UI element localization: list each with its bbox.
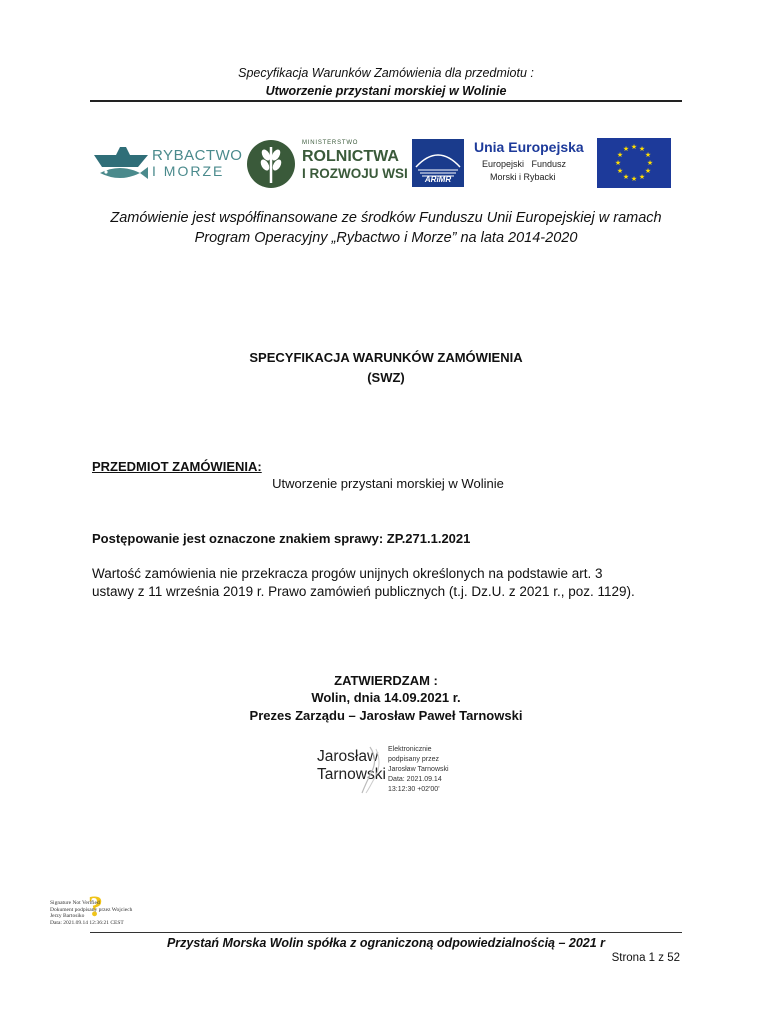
- rybactwo-logo: [92, 139, 243, 187]
- eu-flag-icon: [597, 138, 671, 188]
- svg-text:★: ★: [622, 145, 630, 153]
- ministerstwo-logo: [246, 137, 408, 191]
- rybactwo-line2: I MORZE: [152, 163, 225, 179]
- svg-text:★: ★: [616, 167, 624, 175]
- svg-text:★: ★: [644, 151, 652, 159]
- ue-title: Unia Europejska: [474, 139, 584, 155]
- e-signature-meta-3: Jarosław Tarnowski: [388, 766, 449, 773]
- header-line-1: Specyfikacja Warunków Zamówienia dla przedmiotu :: [238, 66, 534, 80]
- unverified-signature: [50, 900, 132, 926]
- document-title: SPECYFIKACJA WARUNKÓW ZAMÓWIENIA: [249, 350, 523, 365]
- ue-line1: Europejski Fundusz: [482, 159, 567, 169]
- e-signature-meta: [388, 745, 449, 795]
- ministerstwo-small: MINISTERSTWO: [302, 140, 359, 146]
- subject-value: Utworzenie przystani morskiej w Wolinie: [272, 476, 504, 491]
- cofinancing-note: [90, 208, 682, 248]
- value-statement-line-1: Wartość zamówienia nie przekracza progów unijnych określonych na podstawie art. 3: [92, 566, 603, 581]
- unverified-line-2: Dokument podpisany przez Wojciech: [50, 906, 133, 913]
- header-line-2: Utworzenie przystani morskiej w Wolinie: [265, 84, 507, 98]
- value-statement-line-2: ustawy z 11 września 2019 r. Prawo zamówień publicznych (t.j. Dz.U. z 2021 r., poz. 1129).: [92, 584, 635, 599]
- ue-line2: Morski i Rybacki: [490, 172, 556, 182]
- arimr-label: ARiMR: [424, 175, 452, 184]
- page-number: Strona 1 z 52: [611, 952, 680, 964]
- svg-text:★: ★: [622, 173, 630, 181]
- document-title-abbr: (SWZ): [367, 370, 405, 385]
- footer-text: Przystań Morska Wolin spółka z ograniczoną odpowiedzialnością – 2021 r: [166, 936, 606, 950]
- e-signature-name-1: Jarosław: [317, 748, 379, 765]
- signature-mark-icon: [356, 745, 386, 795]
- e-signature-meta-1: Elektronicznie: [388, 746, 432, 753]
- fish-boat-icon: [92, 141, 150, 185]
- svg-text:★: ★: [644, 167, 652, 175]
- rybactwo-line1: RYBACTWO: [152, 147, 243, 164]
- svg-text:★: ★: [630, 175, 638, 183]
- approval-signatory: Prezes Zarządu – Jarosław Paweł Tarnowski: [249, 708, 523, 723]
- cofinancing-line-1: Zamówienie jest współfinansowane ze środków Funduszu Unii Europejskiej w ramach: [110, 210, 662, 226]
- svg-text:★: ★: [646, 159, 654, 167]
- logos-strip: [92, 137, 672, 191]
- unverified-question-icon: ?: [88, 890, 103, 923]
- ministerstwo-line2: I ROZWOJU WSI: [302, 166, 408, 181]
- approval-place-date: Wolin, dnia 14.09.2021 r.: [311, 690, 461, 705]
- e-signature-meta-5: 13:12:30 +02'00': [388, 786, 440, 793]
- header-rule: [90, 100, 682, 102]
- e-signature-meta-2: podpisany przez: [388, 756, 439, 763]
- unverified-line-4: Data: 2021.09.14 12:36:21 CEST: [50, 919, 124, 926]
- svg-text:★: ★: [638, 145, 646, 153]
- e-signature-name-2: Tarnowski: [317, 766, 386, 783]
- svg-text:★: ★: [630, 143, 638, 151]
- unverified-line-1: Signature Not Verified: [50, 900, 100, 906]
- approval-heading: ZATWIERDZAM :: [334, 673, 438, 688]
- unverified-line-3: Jerzy Bartosiko: [50, 913, 85, 919]
- footer-rule: [90, 932, 682, 933]
- arimr-logo: [412, 139, 464, 187]
- cofinancing-line-2: Program Operacyjny „Rybactwo i Morze” na lata 2014-2020: [194, 230, 578, 246]
- ministerstwo-line1: ROLNICTWA: [302, 148, 399, 165]
- value-statement: [92, 565, 682, 601]
- svg-text:★: ★: [616, 151, 624, 159]
- wheat-icon: [246, 139, 296, 189]
- e-signature-meta-4: Data: 2021.09.14: [388, 776, 442, 783]
- subject-heading: PRZEDMIOT ZAMÓWIENIA:: [92, 459, 262, 474]
- ue-text-block: [474, 139, 592, 187]
- svg-text:★: ★: [638, 173, 646, 181]
- case-number: Postępowanie jest oznaczone znakiem sprawy: ZP.271.1.2021: [92, 531, 471, 546]
- svg-text:★: ★: [614, 159, 622, 167]
